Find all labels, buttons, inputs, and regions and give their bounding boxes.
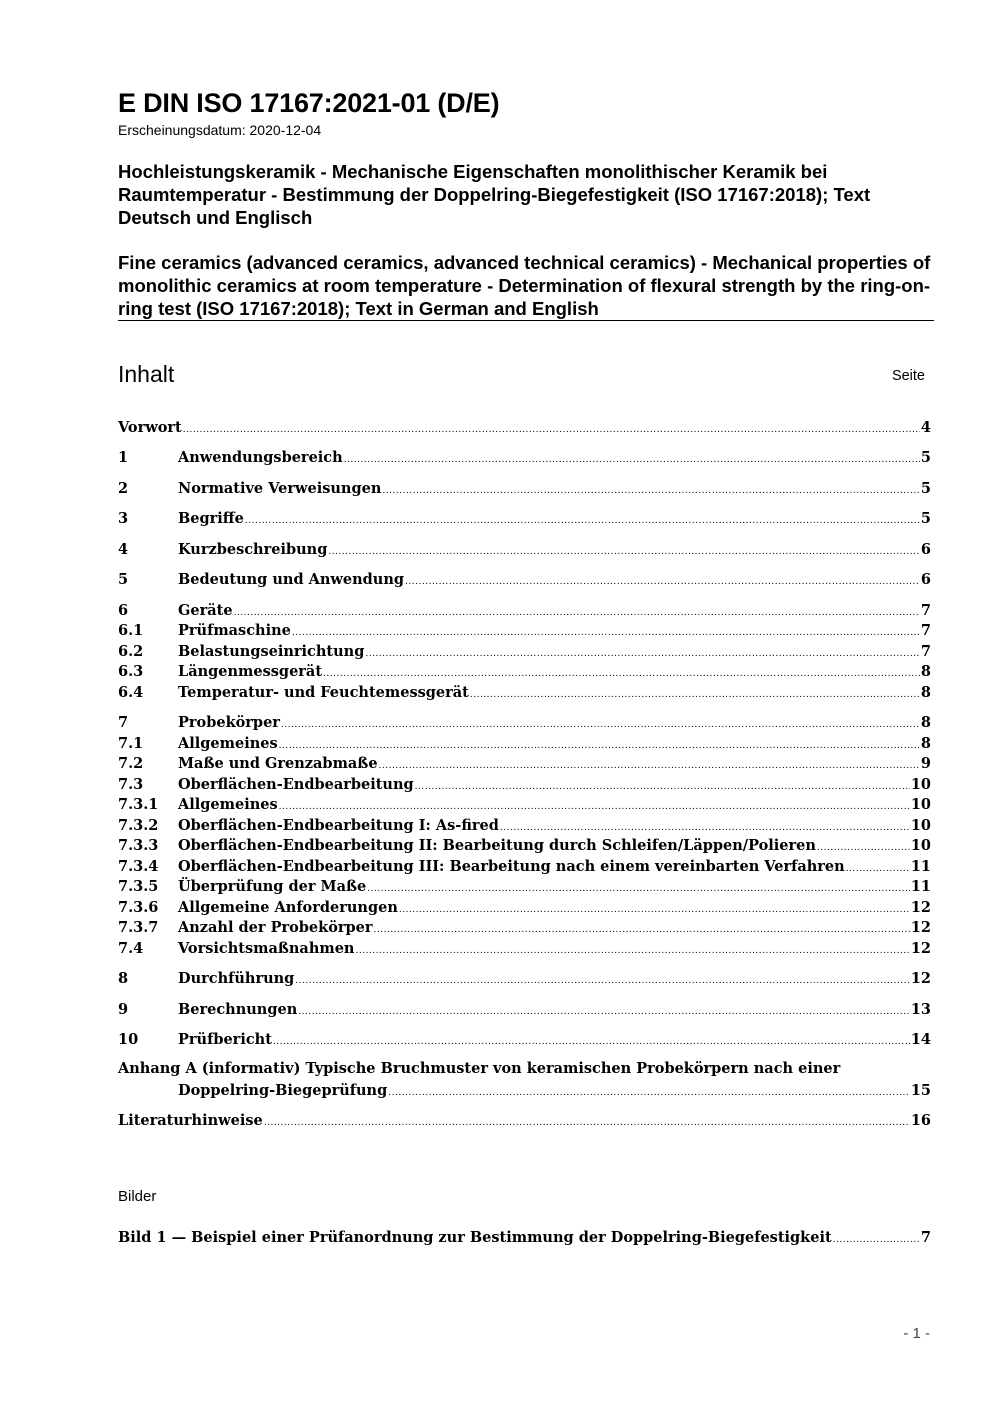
toc-entry-page: 15 [910, 1082, 931, 1099]
toc-entry-title: Oberflächen-Endbearbeitung II: Bearbeitung durch Schleifen/Läppen/Polieren [178, 837, 816, 854]
toc-page-column-label: Seite [891, 368, 925, 384]
toc-entry-number: 6.4 [118, 684, 144, 701]
toc-entry-title: Doppelring-Biegeprüfung [178, 1082, 388, 1099]
toc-dot-leader [500, 819, 910, 837]
toc-entry-number: 10 [118, 1031, 139, 1048]
toc-entry-title: Bedeutung und Anwendung [178, 571, 405, 588]
title-english: Fine ceramics (advanced ceramics, advanced technical ceramics) - Mechanical properties of monolithic ceramics at room temperature - Determination of flexural strength by the ring-on-ring test (ISO 17167:2018); Text in German and English [118, 252, 931, 319]
toc-dot-leader [234, 604, 920, 622]
toc-entry-number: 7.3 [118, 776, 144, 793]
toc-dot-leader [323, 665, 920, 683]
toc-dot-leader [367, 880, 910, 898]
toc-entry[interactable] [118, 714, 931, 732]
toc-entry-annex[interactable] [118, 1082, 931, 1100]
toc-entry[interactable] [118, 602, 931, 620]
toc-entry-title: Vorwort [118, 419, 182, 436]
toc-entry-page: 4 [920, 419, 931, 436]
toc-entry-page: 7 [920, 622, 931, 639]
toc-entry-title: Maße und Grenzabmaße [178, 755, 378, 772]
toc-dot-leader [264, 1114, 910, 1132]
toc-entry-page: 8 [920, 735, 931, 752]
toc-entry[interactable] [118, 776, 931, 794]
toc-dot-leader [399, 901, 910, 919]
toc-entry[interactable] [118, 735, 931, 753]
title-divider [118, 320, 934, 321]
toc-dot-leader [344, 451, 920, 469]
toc-entry-page: 12 [910, 899, 931, 916]
toc-entry-number: 7.1 [118, 735, 144, 752]
toc-entry-page: 11 [910, 878, 931, 895]
toc-entry-page: 6 [920, 571, 931, 588]
toc-dot-leader [379, 757, 920, 775]
toc-entry-title: Geräte [178, 602, 233, 619]
toc-entry-title: Kurzbeschreibung [178, 541, 328, 558]
toc-entry-title: Allgemeines [178, 796, 278, 813]
toc-entry-number: 7.4 [118, 940, 144, 957]
toc-entry[interactable] [118, 1001, 931, 1019]
toc-entry[interactable] [118, 919, 931, 937]
toc-entry-page: 13 [910, 1001, 931, 1018]
toc-entry[interactable] [118, 817, 931, 835]
figures-heading: Bilder [118, 1188, 157, 1205]
toc-entry-number: 6.2 [118, 643, 144, 660]
toc-entry-number: 7.2 [118, 755, 144, 772]
toc-entry[interactable] [118, 970, 931, 988]
toc-entry-page: 10 [910, 796, 931, 813]
toc-entry-page: 10 [910, 776, 931, 793]
toc-dot-leader [405, 573, 920, 591]
toc-annex-heading[interactable]: Anhang A (informativ) Typische Bruchmuster von keramischen Probekörpern nach einer [118, 1060, 841, 1077]
toc-entry[interactable] [118, 571, 931, 589]
toc-entry[interactable] [118, 663, 931, 681]
page-number: - 1 - [903, 1325, 930, 1342]
toc-entry-number: 9 [118, 1001, 129, 1018]
toc-entry-title: Oberflächen-Endbearbeitung [178, 776, 414, 793]
toc-entry[interactable] [118, 899, 931, 917]
toc-dot-leader [415, 778, 910, 796]
toc-dot-leader [817, 839, 910, 857]
toc-entry-page: 8 [920, 663, 931, 680]
toc-dot-leader [273, 1033, 910, 1051]
toc-entry-title: Vorsichtsmaßnahmen [178, 940, 355, 957]
toc-entry-page: 10 [910, 817, 931, 834]
toc-entry[interactable] [118, 480, 931, 498]
toc-entry[interactable] [118, 858, 931, 876]
toc-entry-page: 12 [910, 919, 931, 936]
toc-entry[interactable] [118, 643, 931, 661]
toc-entry-page: 5 [920, 510, 931, 527]
toc-dot-leader [374, 921, 910, 939]
toc-dot-leader [279, 737, 920, 755]
toc-entry-title: Oberflächen-Endbearbeitung III: Bearbeitung nach einem vereinbarten Verfahren [178, 858, 845, 875]
toc-entry[interactable] [118, 796, 931, 814]
toc-entry-title: Temperatur- und Feuchtemessgerät [178, 684, 469, 701]
toc-dot-leader [281, 716, 920, 734]
toc-entry-page: 6 [920, 541, 931, 558]
toc-dot-leader [470, 686, 920, 704]
toc-entry-title: Allgemeine Anforderungen [178, 899, 398, 916]
toc-entry-number: 7.3.3 [118, 837, 159, 854]
toc-entry-number: 3 [118, 510, 129, 527]
toc-entry[interactable] [118, 755, 931, 773]
toc-entry-number: 7.3.4 [118, 858, 159, 875]
toc-dot-leader [292, 624, 920, 642]
toc-entry[interactable] [118, 622, 931, 640]
toc-entry-page: 12 [910, 970, 931, 987]
toc-dot-leader [183, 421, 920, 439]
toc-entry-number: 6.3 [118, 663, 144, 680]
toc-entry-number: 8 [118, 970, 129, 987]
toc-entry-number: 6.1 [118, 622, 144, 639]
toc-entry-number: 1 [118, 449, 129, 466]
toc-entry[interactable] [118, 940, 931, 958]
toc-entry-number: 7.3.1 [118, 796, 159, 813]
toc-entry-page: 10 [910, 837, 931, 854]
toc-dot-leader [846, 860, 910, 878]
toc-entry-vorwort[interactable] [118, 419, 931, 437]
toc-heading: Inhalt [118, 361, 175, 387]
toc-dot-leader [298, 1003, 910, 1021]
toc-entry-page: 7 [920, 643, 931, 660]
document-id: E DIN ISO 17167:2021-01 (D/E) [118, 88, 500, 118]
toc-entry-page: 8 [920, 684, 931, 701]
toc-entry-page: 5 [920, 480, 931, 497]
toc-entry-page: 14 [910, 1031, 931, 1048]
figure-entry-page: 7 [920, 1229, 931, 1246]
toc-entry-page: 5 [920, 449, 931, 466]
toc-entry-title: Prüfmaschine [178, 622, 291, 639]
toc-entry-number: 6 [118, 602, 129, 619]
toc-entry[interactable] [118, 878, 931, 896]
figure-entry[interactable] [118, 1229, 931, 1247]
toc-entry-number: 7 [118, 714, 129, 731]
toc-entry[interactable] [118, 541, 931, 559]
toc-entry[interactable] [118, 1031, 931, 1049]
toc-entry-title: Überprüfung der Maße [178, 878, 367, 895]
publication-date: Erscheinungsdatum: 2020-12-04 [118, 122, 322, 138]
toc-entry-number: 7.3.7 [118, 919, 159, 936]
toc-entry-page: 8 [920, 714, 931, 731]
toc-entry-number: 7.3.6 [118, 899, 159, 916]
toc-entry-page: 7 [920, 602, 931, 619]
toc-entry-title: Probekörper [178, 714, 280, 731]
toc-entry-number: 2 [118, 480, 129, 497]
title-german: Hochleistungskeramik - Mechanische Eigenschaften monolithischer Keramik bei Raumtemperatur - Bestimmung der Doppelring-Biegefestigkeit (ISO 17167:2018); Text Deutsch und Englisch [118, 161, 871, 228]
toc-dot-leader [365, 645, 920, 663]
toc-entry-title: Oberflächen-Endbearbeitung I: As-fired [178, 817, 499, 834]
toc-dot-leader [388, 1084, 910, 1102]
toc-dot-leader [279, 798, 910, 816]
toc-dot-leader [833, 1231, 920, 1249]
toc-entry-page: 12 [910, 940, 931, 957]
toc-dot-leader [382, 482, 920, 500]
toc-entry-title: Berechnungen [178, 1001, 298, 1018]
toc-entry-title: Literaturhinweise [118, 1112, 263, 1129]
toc-entry-title: Belastungseinrichtung [178, 643, 365, 660]
toc-dot-leader [328, 543, 920, 561]
toc-entry[interactable] [118, 684, 931, 702]
toc-dot-leader [245, 512, 920, 530]
toc-dot-leader [295, 972, 910, 990]
toc-entry-number: 4 [118, 541, 129, 558]
toc-entry-title: Längenmessgerät [178, 663, 323, 680]
toc-entry[interactable] [118, 510, 931, 528]
toc-entry-title: Anwendungsbereich [178, 449, 343, 466]
toc-entry-title: Begriffe [178, 510, 244, 527]
toc-entry-bibliography[interactable] [118, 1112, 931, 1130]
toc-entry-title: Anzahl der Probekörper [178, 919, 373, 936]
toc-entry-number: 7.3.5 [118, 878, 159, 895]
figure-entry-title: Bild 1 — Beispiel einer Prüfanordnung zur Bestimmung der Doppelring-Biegefestigkeit [118, 1229, 832, 1246]
toc-entry-page: 11 [910, 858, 931, 875]
toc-entry-page: 9 [920, 755, 931, 772]
toc-entry-page: 16 [910, 1112, 931, 1129]
toc-entry[interactable] [118, 449, 931, 467]
toc-entry-number: 7.3.2 [118, 817, 159, 834]
toc-entry-title: Prüfbericht [178, 1031, 272, 1048]
toc-entry-title: Normative Verweisungen [178, 480, 382, 497]
toc-entry-number: 5 [118, 571, 129, 588]
toc-dot-leader [355, 942, 909, 960]
toc-entry-title: Durchführung [178, 970, 295, 987]
toc-entry-title: Allgemeines [178, 735, 278, 752]
toc-entry[interactable] [118, 837, 931, 855]
